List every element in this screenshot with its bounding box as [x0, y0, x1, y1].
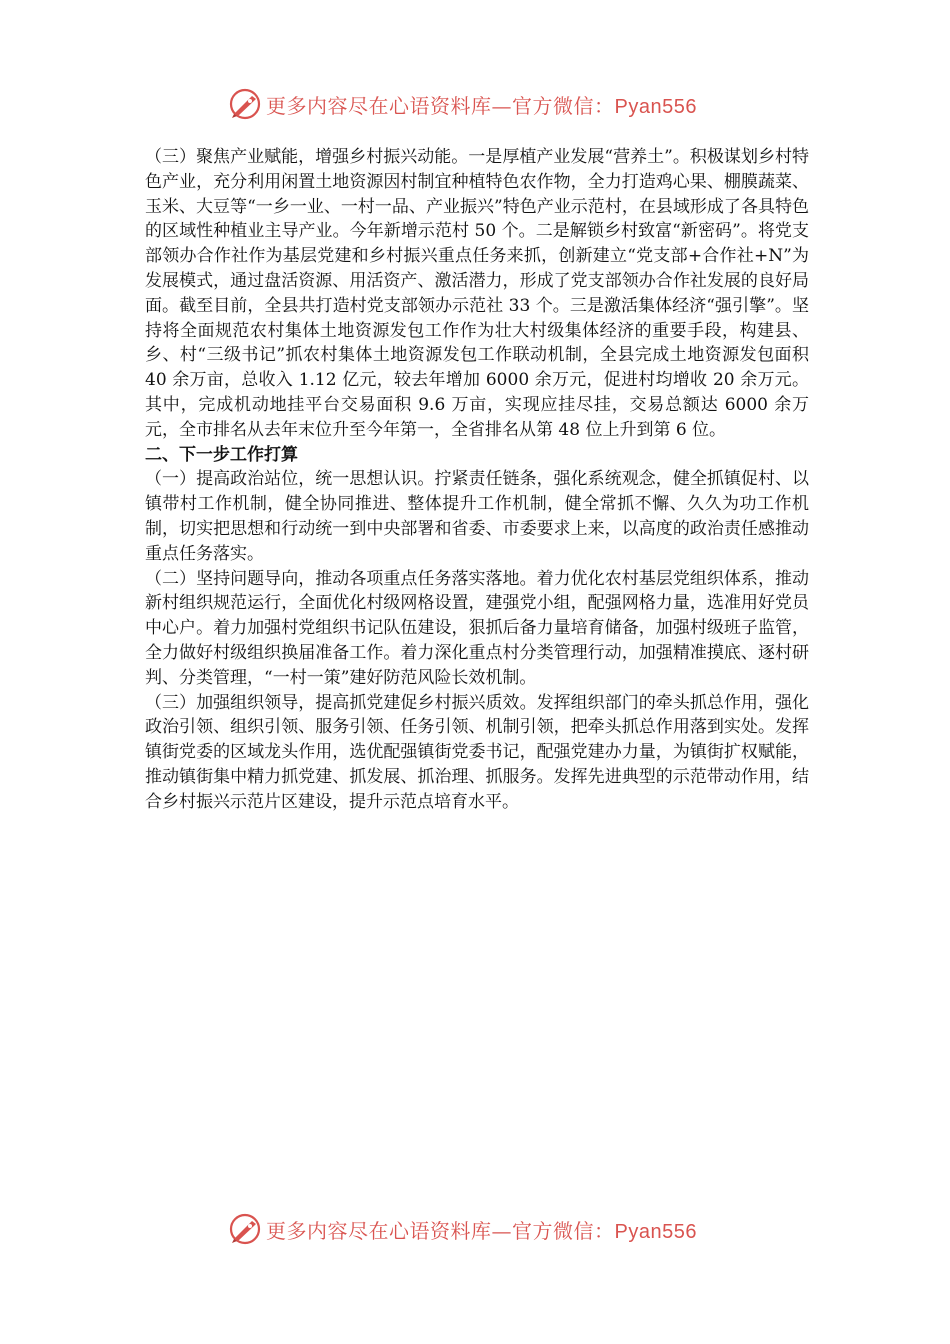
paragraph-industry: （三）聚焦产业赋能，增强乡村振兴动能。一是厚植产业发展“营养土”。积极谋划乡村特色产业，充分利用闲置土地资源因村制宜种植特色农作物，全力打造鸡心果、棚膜蔬菜、玉米、大豆等“一乡一业、一村一品、产业振兴”特色产业示范村，在县域形成了各具特色的区域性种植业主导产业。今年新增示范村 50 个。二是解锁乡村致富“新密码”。将党支部领办合作社作为基层党建和乡村振兴重点任务来抓，创新建立“党支部+合作社+N”为发展模式，通过盘活资源、用活资产、激活潜力，形成了党支部领办合作社发展的良好局面。截至目前，全县共打造村党支部领办示范社 33 个。三是激活集体经济“强引擎”。坚持将全面规范农村集体土地资源发包工作作为壮大村级集体经济的重要手段，构建县、乡、村“三级书记”抓农村集体土地资源发包工作联动机制，全县完成土地资源发包面积 40 余万亩，总收入 1.12 亿元，较去年增加 6000 余万元，促进村均增收 20 余万元。其中，完成机动地挂平台交易面积 9.6 万亩，实现应挂尽挂，交易总额达 6000 余万元，全市排名从去年末位升至今年第一，全省排名从第 48 位上升到第 6 位。 — [145, 147, 809, 440]
paragraph-political-stance: （一）提高政治站位，统一思想认识。拧紧责任链条，强化系统观念，健全抓镇促村、以镇带村工作机制，健全协同推进、整体提升工作机制，健全常抓不懈、久久为功工作机制，切实把思想和行动统一到中央部署和省委、市委要求上来，以高度的政治责任感推动重点任务落实。 — [145, 469, 809, 564]
paragraph-leadership: （三）加强组织领导，提高抓党建促乡村振兴质效。发挥组织部门的牵头抓总作用，强化政治引领、组织引领、服务引领、任务引领、机制引领，把牵头抓总作用落到实处。发挥镇街党委的区域龙头作用，选优配强镇街党委书记，配强党建办力量，为镇街扩权赋能，推动镇街集中精力抓党建、抓发展、抓治理、抓服务。发挥先进典型的示范带动作用，结合乡村振兴示范片区建设，提升示范点培育水平。 — [145, 692, 809, 812]
wechat-id: Pyan556 — [614, 95, 697, 118]
paragraph-problem-oriented: （二）坚持问题导向，推动各项重点任务落实落地。着力优化农村基层党组织体系，推动新村组织规范运行，全面优化村级网格设置，建强党小组，配强网格力量，选准用好党员中心户。着力加强村党组织书记队伍建设，狠抓后备力量培育储备，加强村级班子监管，全力做好村级组织换届准备工作。着力深化重点村分类管理行动，加强精准摸底、逐村研判、分类管理，“一村一策”建好防范风险长效机制。 — [145, 568, 809, 688]
wechat-id: Pyan556 — [614, 1220, 697, 1243]
watermark-text: 更多内容尽在心语资料库—官方微信：Pyan556 — [266, 1218, 697, 1243]
pen-logo-icon — [228, 87, 262, 121]
watermark-banner-top — [228, 86, 728, 122]
document-body — [145, 145, 809, 815]
pen-logo-icon — [228, 1212, 262, 1246]
section-heading-next-steps: 二、下一步工作打算 — [145, 444, 298, 465]
watermark-text: 更多内容尽在心语资料库—官方微信：Pyan556 — [266, 93, 697, 118]
watermark-banner-bottom — [228, 1211, 728, 1247]
